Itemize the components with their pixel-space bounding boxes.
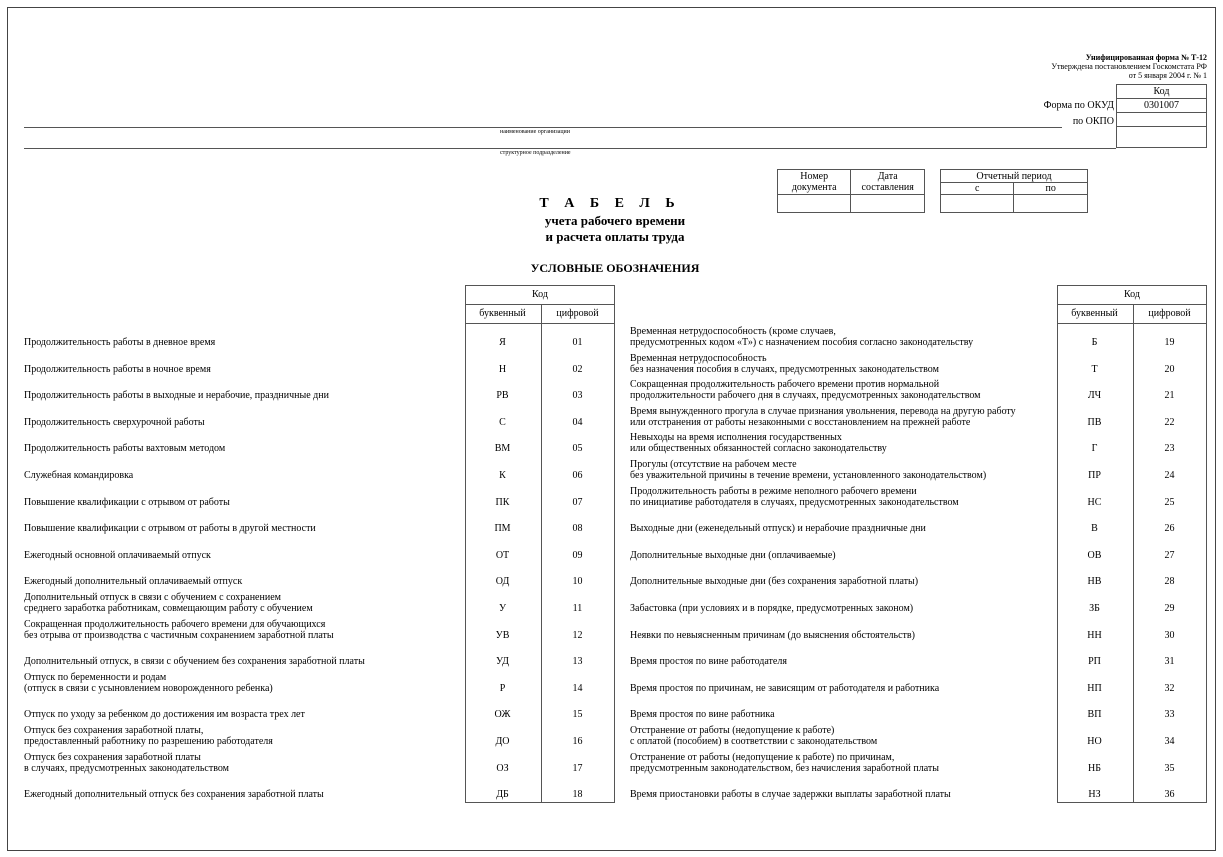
left-row-letter-code: ВМ — [494, 443, 511, 455]
form-header — [1051, 53, 1207, 80]
left-row-description — [24, 619, 334, 641]
right-row-description: Неявки по невыясненным причинам (до выяснения обстоятельств) — [630, 629, 915, 641]
legend-title: УСЛОВНЫЕ ОБОЗНАЧЕНИЯ — [530, 261, 700, 275]
left-row-letter-code: С — [499, 416, 506, 428]
dept-caption: структурное подразделение — [500, 150, 571, 156]
right-row-digit-code: 33 — [1164, 709, 1175, 721]
right-row-description: Дополнительные выходные дни (без сохранения заработной платы) — [630, 576, 919, 588]
left-row-digit-code: 07 — [572, 496, 583, 508]
right-row-description — [630, 432, 887, 454]
left-row-letter-code: ОЗ — [496, 762, 509, 774]
right-row-description-line-1: Отстранение от работы (недопущение к работе) по причинам, — [630, 751, 895, 763]
left-row-digit-code: 06 — [572, 470, 583, 481]
right-row-description — [630, 406, 1016, 428]
right-row-digit-code: 31 — [1164, 656, 1175, 668]
right-row-description-line-1: Отстранение от работы (недопущение к работе) — [630, 725, 835, 736]
right-row-letter-code: НБ — [1088, 762, 1101, 774]
period-label: Отчетный период — [941, 170, 1088, 183]
right-row-description-line-2: продолжительности рабочего дня в случаях, предусмотренных законодательством — [630, 390, 981, 402]
right-digit-header: цифровой — [1148, 308, 1191, 319]
right-row-description-line-2: без уважительной причины в течение времени, установленного законодательством) — [630, 470, 987, 481]
left-row-description-line-2: (отпуск в связи с усыновлением новорожденного ребенка) — [24, 682, 273, 694]
left-row-description: Отпуск по уходу за ребенком до достижения им возраста трех лет — [24, 709, 305, 721]
right-row-description: Время простоя по вине работодателя — [630, 656, 787, 668]
left-row-digit-code: 12 — [572, 629, 583, 641]
right-row-digit-code: 19 — [1164, 337, 1175, 348]
left-row-letter-code: К — [499, 470, 506, 481]
right-row-digit-code: 35 — [1164, 762, 1175, 774]
right-row-description-line-1: Невыходы на время исполнения государственных — [630, 432, 842, 444]
right-row-digit-code: 25 — [1164, 496, 1175, 508]
right-row-letter-code: Т — [1091, 363, 1098, 375]
left-row-letter-code: УД — [496, 656, 509, 668]
right-row-letter-code: ПВ — [1087, 416, 1102, 428]
left-row-description — [24, 752, 229, 774]
right-row-description — [630, 486, 959, 508]
right-row-description: Дополнительные выходные дни (оплачиваемые) — [630, 549, 836, 561]
right-row-letter-code: В — [1091, 523, 1098, 535]
right-row-letter-code: ОВ — [1087, 549, 1102, 561]
code-header: Код — [1117, 85, 1207, 99]
doc-subtitle-line-2: и расчета оплаты труда — [545, 229, 685, 244]
right-row-letter-code: ЛЧ — [1087, 390, 1102, 402]
period-to-label: по — [1014, 183, 1088, 195]
right-row-letter-code: РП — [1088, 656, 1101, 668]
right-row-description-line-2: или общественных обязанностей согласно законодательству — [630, 443, 887, 455]
left-row-description-line-2: среднего заработка работникам, совмещающим работу с обучением — [24, 603, 313, 614]
right-letter-header: буквенный — [1071, 308, 1118, 319]
left-row-description: Повышение квалификации с отрывом от работы — [24, 496, 230, 508]
right-row-letter-code: ПР — [1088, 470, 1101, 481]
right-row-letter-code: Г — [1091, 443, 1098, 455]
okud-label: Форма по ОКУД — [1043, 100, 1114, 111]
doc-date-label: Дата составления — [851, 170, 925, 195]
approved-line-1: Утверждена постановлением Госкомстата РФ — [1051, 62, 1207, 71]
left-row-digit-code: 10 — [572, 576, 583, 588]
left-row-description-line-2: предоставленный работнику по разрешению работодателя — [24, 736, 273, 747]
right-row-digit-code: 22 — [1164, 416, 1175, 428]
doc-subtitle — [500, 213, 730, 245]
okpo-value[interactable] — [1117, 113, 1207, 127]
left-row-description — [24, 672, 273, 694]
right-row-description-line-1: Временная нетрудоспособность (кроме случаев, — [630, 326, 836, 337]
period-table — [940, 169, 1088, 213]
approved-line-2: от 5 января 2004 г. № 1 — [1128, 71, 1207, 80]
right-row-digit-code: 20 — [1164, 363, 1175, 375]
right-row-letter-code: ЗБ — [1089, 603, 1100, 614]
right-row-description: Время приостановки работы в случае задержки выплаты заработной платы — [630, 789, 951, 801]
dept-line[interactable] — [24, 148, 1116, 149]
left-row-description: Продолжительность работы в выходные и нерабочие, праздничные дни — [24, 390, 329, 402]
right-row-description-line-1: Сокращенная продолжительность рабочего времени против нормальной — [630, 379, 940, 391]
left-row-description: Продолжительность сверхурочной работы — [24, 416, 205, 428]
left-row-letter-code: Н — [498, 363, 507, 375]
right-row-letter-code: ВП — [1087, 709, 1102, 721]
left-row-digit-code: 16 — [572, 736, 583, 747]
org-code-value[interactable] — [1117, 127, 1207, 148]
doc-subtitle-line-1: учета рабочего времени — [544, 213, 686, 228]
left-row-description: Продолжительность работы в ночное время — [24, 363, 211, 375]
right-row-letter-code: НП — [1087, 682, 1102, 694]
left-row-digit-code: 14 — [572, 682, 583, 694]
right-row-description: Выходные дни (еженедельный отпуск) и нерабочие праздничные дни — [630, 523, 926, 535]
right-row-digit-code: 36 — [1164, 789, 1175, 801]
left-row-digit-code: 11 — [572, 603, 583, 614]
right-row-description: Время простоя по причинам, не зависящим от работодателя и работника — [630, 682, 940, 694]
org-caption: наименование организации — [500, 129, 570, 135]
left-row-letter-code: ПК — [495, 496, 510, 508]
okud-value[interactable]: 0301007 — [1117, 99, 1207, 113]
right-code-group-header: Код — [1124, 289, 1140, 300]
org-line[interactable] — [24, 127, 1062, 128]
right-row-description-line-1: Временная нетрудоспособность — [630, 352, 767, 364]
right-row-digit-code: 32 — [1164, 682, 1175, 694]
period-to-field[interactable] — [1014, 195, 1088, 213]
left-row-digit-code: 02 — [572, 363, 583, 375]
left-row-digit-code: 08 — [572, 523, 583, 535]
doc-number-label: Номер документа — [778, 170, 851, 195]
left-row-letter-code: ОТ — [495, 549, 510, 561]
right-row-digit-code: 21 — [1164, 390, 1175, 402]
doc-title: Т А Б Е Л Ь — [539, 196, 681, 211]
left-row-description-line-1: Сокращенная продолжительность рабочего времени для обучающихся — [24, 618, 326, 630]
right-row-digit-code: 30 — [1164, 629, 1175, 641]
left-row-description: Продолжительность работы в дневное время — [24, 337, 216, 348]
left-row-description: Повышение квалификации с отрывом от работы в другой местности — [24, 523, 316, 535]
left-row-description-line-1: Отпуск без сохранения заработной платы, — [24, 725, 204, 736]
right-row-description-line-2: с оплатой (пособием) в соответствии с законодательством — [630, 736, 878, 747]
right-row-digit-code: 28 — [1164, 576, 1175, 588]
right-row-description: Время простоя по вине работника — [630, 709, 775, 721]
left-row-description: Продолжительность работы вахтовым методом — [24, 443, 226, 455]
left-digit-header: цифровой — [556, 308, 599, 319]
right-row-digit-code: 24 — [1164, 470, 1175, 481]
right-row-letter-code: НН — [1087, 629, 1102, 641]
left-row-description — [24, 592, 313, 614]
left-row-description-line-1: Дополнительный отпуск в связи с обучением с сохранением — [24, 592, 281, 603]
right-row-digit-code: 27 — [1164, 549, 1175, 561]
left-row-description: Ежегодный дополнительный отпуск без сохранения заработной платы — [24, 789, 324, 801]
left-row-digit-code: 15 — [572, 709, 583, 721]
right-row-description-line-1: Время вынужденного прогула в случае признания увольнения, перевода на другую работу — [630, 405, 1016, 417]
right-row-letter-code: НС — [1087, 496, 1102, 508]
right-row-digit-code: 26 — [1164, 523, 1175, 535]
right-row-digit-code: 34 — [1164, 736, 1175, 747]
doc-date-field[interactable] — [851, 195, 925, 213]
left-row-description-line-2: в случаях, предусмотренных законодательством — [24, 762, 229, 774]
left-row-letter-code: Р — [499, 682, 506, 694]
right-row-letter-code: НО — [1087, 736, 1102, 747]
left-row-digit-code: 13 — [572, 656, 583, 668]
code-box — [1116, 84, 1207, 148]
right-row-digit-code: 23 — [1164, 443, 1175, 455]
left-row-description-line-1: Отпуск по беременности и родам — [24, 671, 167, 683]
left-code-group-header: Код — [532, 289, 548, 300]
period-from-label: с — [941, 183, 1014, 195]
doc-number-field[interactable] — [778, 195, 851, 213]
left-row-letter-code: ДО — [495, 736, 510, 747]
left-row-letter-code: ОД — [495, 576, 510, 588]
left-row-description: Дополнительный отпуск, в связи с обучением без сохранения заработной платы — [24, 656, 365, 668]
left-row-letter-code: РВ — [496, 390, 509, 402]
period-from-field[interactable] — [941, 195, 1014, 213]
right-row-description-line-2: предусмотренным законодательством, без начисления заработной платы — [630, 762, 939, 774]
left-row-description: Ежегодный основной оплачиваемый отпуск — [24, 549, 211, 561]
left-row-letter-code: Я — [499, 337, 506, 348]
right-row-description — [630, 725, 877, 747]
left-row-digit-code: 05 — [572, 443, 583, 455]
left-row-description — [24, 725, 273, 747]
left-row-description-line-2: без отрыва от производства с частичным сохранением заработной платы — [24, 629, 334, 641]
right-row-description — [630, 752, 939, 774]
left-row-digit-code: 01 — [572, 337, 583, 348]
right-row-description: Забастовка (при условиях и в порядке, предусмотренных законом) — [630, 603, 914, 614]
right-row-description — [630, 353, 939, 375]
left-row-digit-code: 04 — [572, 416, 583, 428]
left-row-letter-code: ПМ — [494, 523, 511, 535]
left-row-digit-code: 17 — [572, 762, 583, 774]
left-row-letter-code: ДБ — [496, 789, 509, 801]
right-row-description — [630, 379, 981, 401]
right-row-description — [630, 459, 986, 481]
right-row-letter-code: НВ — [1087, 576, 1102, 588]
form-name: Унифицированная форма № Т-12 — [1085, 53, 1207, 62]
doc-table — [777, 169, 925, 213]
left-row-description-line-1: Отпуск без сохранения заработной платы — [24, 751, 201, 763]
right-row-description-line-2: по инициативе работодателя в случаях, предусмотренных законодательством — [630, 496, 959, 508]
right-row-description-line-2: без назначения пособия в случаях, предусмотренных законодательством — [630, 363, 939, 375]
left-row-digit-code: 09 — [572, 549, 583, 561]
left-row-letter-code: ОЖ — [494, 709, 511, 721]
left-row-letter-code: У — [498, 603, 507, 614]
right-row-description — [630, 326, 973, 348]
left-row-letter-code: УВ — [495, 629, 510, 641]
right-row-description-line-1: Прогулы (отсутствие на рабочем месте — [630, 459, 797, 470]
left-row-description: Служебная командировка — [24, 470, 134, 481]
okpo-label: по ОКПО — [1072, 116, 1114, 127]
right-row-description-line-1: Продолжительность работы в режиме неполного рабочего времени — [630, 485, 917, 497]
right-row-letter-code: Б — [1091, 337, 1098, 348]
left-row-digit-code: 18 — [572, 789, 583, 801]
right-row-letter-code: НЗ — [1088, 789, 1101, 801]
right-row-description-line-2: предусмотренных кодом «Т») с назначением пособия согласно законодательству — [630, 337, 974, 348]
left-row-description: Ежегодный дополнительный оплачиваемый отпуск — [24, 576, 243, 588]
left-letter-header: буквенный — [479, 308, 526, 319]
right-row-description-line-2: или отстранения от работы незаконными с восстановлением на прежней работе — [630, 416, 971, 428]
left-row-digit-code: 03 — [572, 390, 583, 402]
right-row-digit-code: 29 — [1164, 603, 1175, 614]
